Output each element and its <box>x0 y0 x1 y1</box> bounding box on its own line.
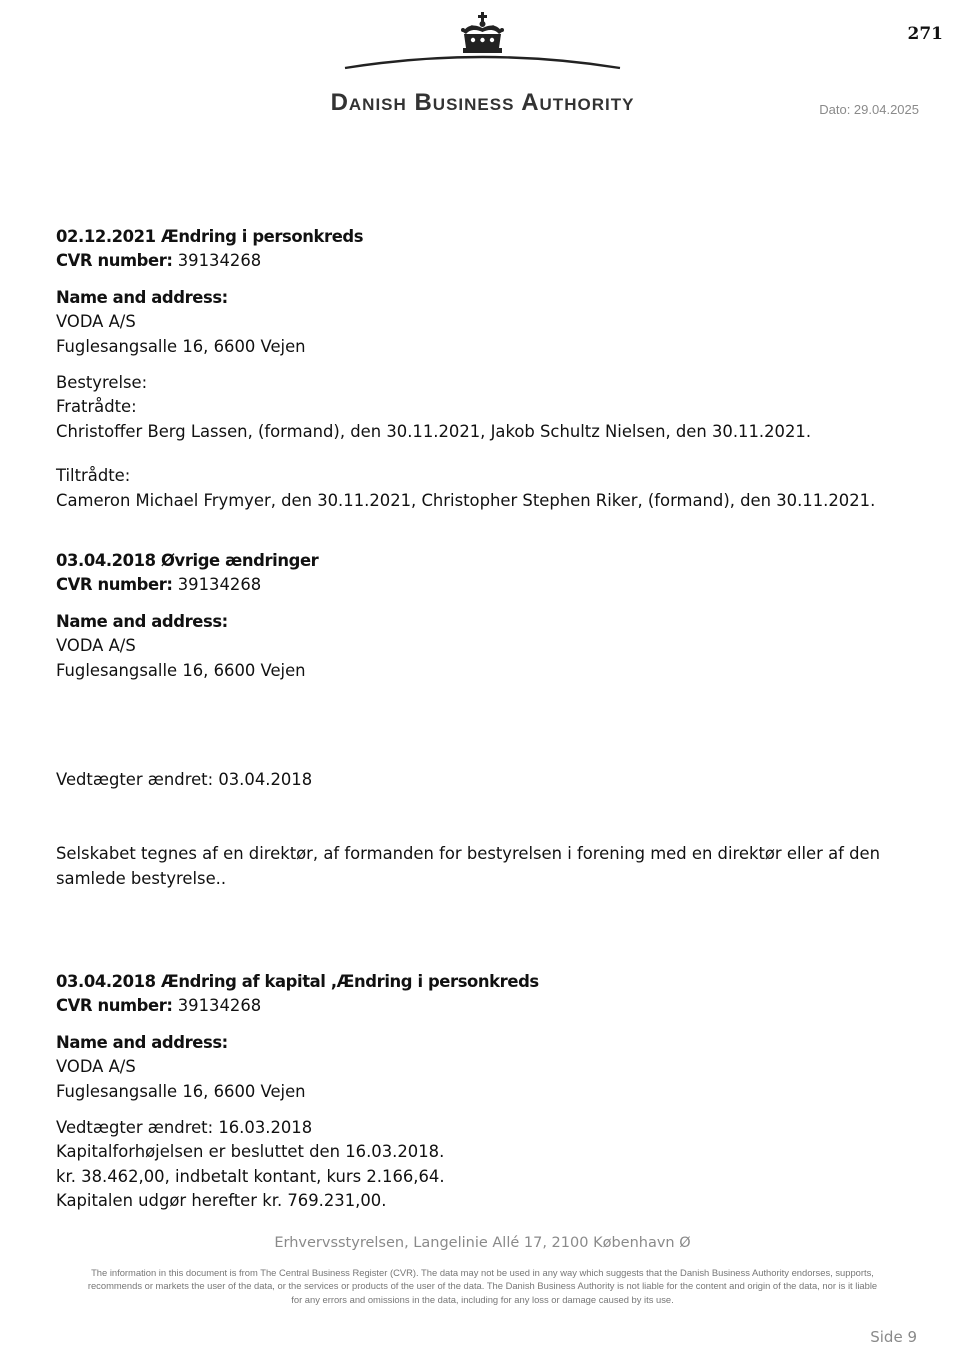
capital-decision: Kapitalforhøjelsen er besluttet den 16.03.2018. <box>56 1142 445 1162</box>
company-name: VODA A/S <box>56 1057 136 1077</box>
disclaimer-line: recommends or markets the user of the data, or the services or products of the user of the data. The Danish Business Authority is not liable for the content and origin of the data, nor is it liable <box>87 1280 878 1292</box>
footer-disclaimer <box>60 1266 905 1306</box>
signing-rule: Selskabet tegnes af en direktør, af formanden for bestyrelsen i forening med en direktør eller af den <box>56 844 880 864</box>
capital-total: Kapitalen udgør herefter kr. 769.231,00. <box>56 1191 387 1211</box>
joined-label: Tiltrådte: <box>56 466 131 486</box>
footer-address: Erhvervsstyrelsen, Langelinie Allé 17, 2100 København Ø <box>274 1235 691 1251</box>
entry-personkreds-2021 <box>56 225 916 513</box>
page-footer-number: Side 9 <box>870 1328 917 1346</box>
document-date: Dato: 29.04.2025 <box>819 102 919 117</box>
resigned-label: Fratrådte: <box>56 397 137 417</box>
page-stamp-number: 271 <box>907 24 943 44</box>
signing-rule-cont: samlede bestyrelse.. <box>56 868 227 888</box>
name-address-label: Name and address: <box>56 1032 228 1052</box>
entry-other-changes-2018 <box>56 549 916 891</box>
entry-heading: 03.04.2018 Ændring af kapital ,Ændring i personkreds <box>56 972 539 991</box>
disclaimer-line: The information in this document is from The Central Business Register (CVR). The data may not be used in any way which suggests that the Danish Business Authority endorses, supports, <box>91 1267 874 1278</box>
crown-icon <box>295 10 670 88</box>
capital-amount: kr. 38.462,00, indbetalt kontant, kurs 2.166,64. <box>56 1166 445 1186</box>
name-address-label: Name and address: <box>56 611 228 631</box>
resigned-members: Christoffer Berg Lassen, (formand), den 30.11.2021, Jakob Schultz Nielsen, den 30.11.2021. <box>56 421 812 441</box>
name-address-label: Name and address: <box>56 287 228 307</box>
cvr-value: 39134268 <box>172 251 262 271</box>
joined-members: Cameron Michael Frymyer, den 30.11.2021, Christopher Stephen Riker, (formand), den 30.11.2021. <box>56 490 876 510</box>
articles-changed: Vedtægter ændret: 03.04.2018 <box>56 770 313 790</box>
logo-wordmark: Danish Business Authority <box>330 89 635 116</box>
company-address: Fuglesangsalle 16, 6600 Vejen <box>56 660 306 680</box>
entry-heading: 03.04.2018 Øvrige ændringer <box>56 551 319 570</box>
company-name: VODA A/S <box>56 636 136 656</box>
articles-changed: Vedtægter ændret: 16.03.2018 <box>56 1118 313 1138</box>
cvr-label: CVR number: <box>56 575 173 595</box>
entry-heading: 02.12.2021 Ændring i personkreds <box>56 227 364 246</box>
entry-capital-change-2018 <box>56 970 916 1214</box>
cvr-label: CVR number: <box>56 996 173 1016</box>
company-address: Fuglesangsalle 16, 6600 Vejen <box>56 336 306 356</box>
cvr-label: CVR number: <box>56 251 173 271</box>
cvr-value: 39134268 <box>172 575 262 595</box>
company-address: Fuglesangsalle 16, 6600 Vejen <box>56 1081 306 1101</box>
cvr-value: 39134268 <box>172 996 262 1016</box>
disclaimer-line: for any errors and omissions in the data, including for any loss or damage caused by its use. <box>291 1293 674 1305</box>
authority-logo <box>295 10 670 116</box>
company-name: VODA A/S <box>56 312 136 332</box>
board-label: Bestyrelse: <box>56 373 148 393</box>
